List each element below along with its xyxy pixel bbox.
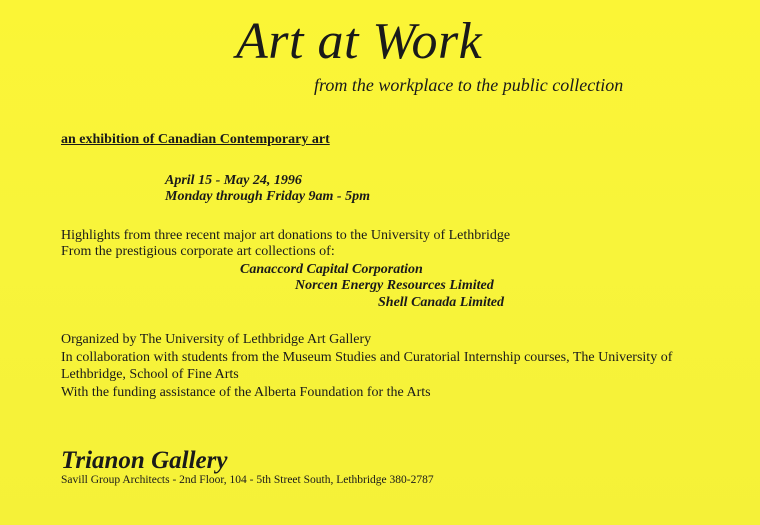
organizer-line: Organized by The University of Lethbridge Art Gallery xyxy=(61,332,372,347)
corporation-name: Norcen Energy Resources Limited xyxy=(295,278,494,293)
corporation-name: Shell Canada Limited xyxy=(378,295,505,310)
flyer-title: Art at Work xyxy=(236,13,483,70)
flyer-subtitle: from the workplace to the public collection xyxy=(314,75,624,95)
exhibition-description: an exhibition of Canadian Contemporary art xyxy=(61,132,330,147)
organizers-text xyxy=(61,331,672,401)
venue-name: Trianon Gallery xyxy=(61,447,228,474)
highlights-line: Highlights from three recent major art donations to the University of Lethbridge xyxy=(61,228,511,243)
organizer-line: Lethbridge, School of Fine Arts xyxy=(61,367,239,383)
corporation-name: Canaccord Capital Corporation xyxy=(240,262,423,277)
opening-hours: Monday through Friday 9am - 5pm xyxy=(165,189,370,204)
organizer-line: With the funding assistance of the Alberta Foundation for the Arts xyxy=(61,384,431,400)
highlights-text xyxy=(61,228,510,260)
date-range: April 15 - May 24, 1996 xyxy=(165,173,302,188)
venue-address: Savill Group Architects - 2nd Floor, 104 - 5th Street South, Lethbridge 380-2787 xyxy=(61,474,434,486)
highlights-line: From the prestigious corporate art collections of: xyxy=(61,244,335,259)
organizer-line: In collaboration with students from the Museum Studies and Curatorial Internship courses, The University of xyxy=(61,349,673,365)
exhibition-dates xyxy=(165,173,370,205)
